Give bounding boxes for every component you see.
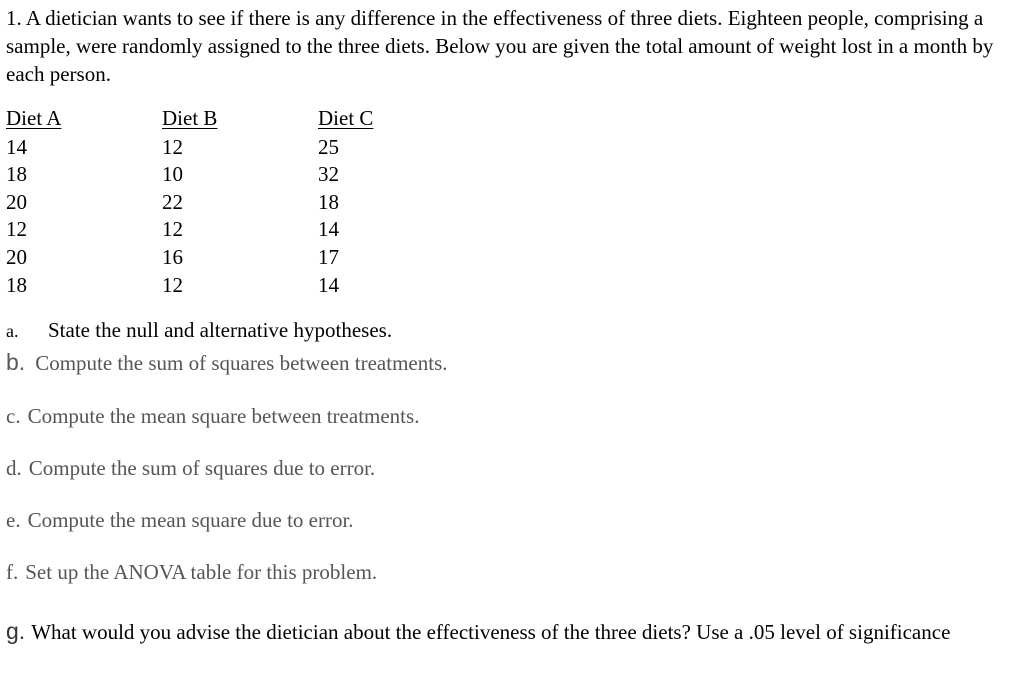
table-cell: 14 bbox=[6, 134, 27, 159]
question-letter: a. bbox=[6, 321, 19, 341]
table-column-diet-b bbox=[162, 105, 217, 299]
table-cell: 16 bbox=[162, 244, 183, 269]
table-cell: 32 bbox=[318, 162, 339, 187]
question-e bbox=[6, 508, 354, 533]
table-cell: 25 bbox=[318, 134, 339, 159]
question-letter: g. bbox=[6, 618, 26, 644]
table-cell: 18 bbox=[6, 162, 27, 187]
table-cell: 18 bbox=[6, 272, 27, 297]
column-header: Diet A bbox=[6, 106, 62, 130]
question-text: Compute the mean square due to error. bbox=[27, 508, 354, 532]
question-letter: d. bbox=[6, 456, 22, 480]
table-cell: 10 bbox=[162, 162, 183, 187]
table-cell: 12 bbox=[162, 272, 183, 297]
table-column-diet-c bbox=[318, 105, 373, 299]
column-header: Diet B bbox=[162, 106, 218, 130]
table-cell: 22 bbox=[162, 189, 183, 214]
question-f bbox=[6, 560, 377, 585]
table-cell: 12 bbox=[162, 134, 183, 159]
question-letter: b. bbox=[6, 349, 26, 375]
question-text: State the null and alternative hypotheses. bbox=[48, 318, 393, 342]
question-g bbox=[6, 617, 1016, 646]
table-cell: 18 bbox=[318, 189, 339, 214]
table-cell: 20 bbox=[6, 244, 27, 269]
question-a bbox=[6, 318, 392, 343]
table-column-diet-a bbox=[6, 105, 61, 299]
table-cell: 20 bbox=[6, 189, 27, 214]
question-text: What would you advise the dietician about the effectiveness of the three diets? Use a .05 level of significance bbox=[31, 620, 951, 644]
question-letter: c. bbox=[6, 404, 21, 428]
table-cell: 12 bbox=[6, 217, 27, 242]
table-cell: 14 bbox=[318, 217, 339, 242]
question-b bbox=[6, 349, 448, 376]
table-cell: 14 bbox=[318, 272, 339, 297]
question-text: Compute the sum of squares between treatments. bbox=[35, 351, 448, 375]
question-c bbox=[6, 404, 419, 429]
question-text: Compute the mean square between treatments. bbox=[27, 404, 420, 428]
column-header: Diet C bbox=[318, 106, 374, 130]
question-text: Set up the ANOVA table for this problem. bbox=[25, 560, 378, 584]
question-letter: e. bbox=[6, 508, 21, 532]
question-letter: f. bbox=[6, 560, 19, 584]
problem-intro: 1. A dietician wants to see if there is any difference in the effectiveness of three diets. Eighteen people, comprising a sample, were randomly assigned to the three diets. Below you are given the total amount of weight lost in a month by each person. bbox=[6, 6, 994, 86]
table-cell: 17 bbox=[318, 244, 339, 269]
table-cell: 12 bbox=[162, 217, 183, 242]
question-text: Compute the sum of squares due to error. bbox=[28, 456, 376, 480]
question-d bbox=[6, 456, 375, 481]
